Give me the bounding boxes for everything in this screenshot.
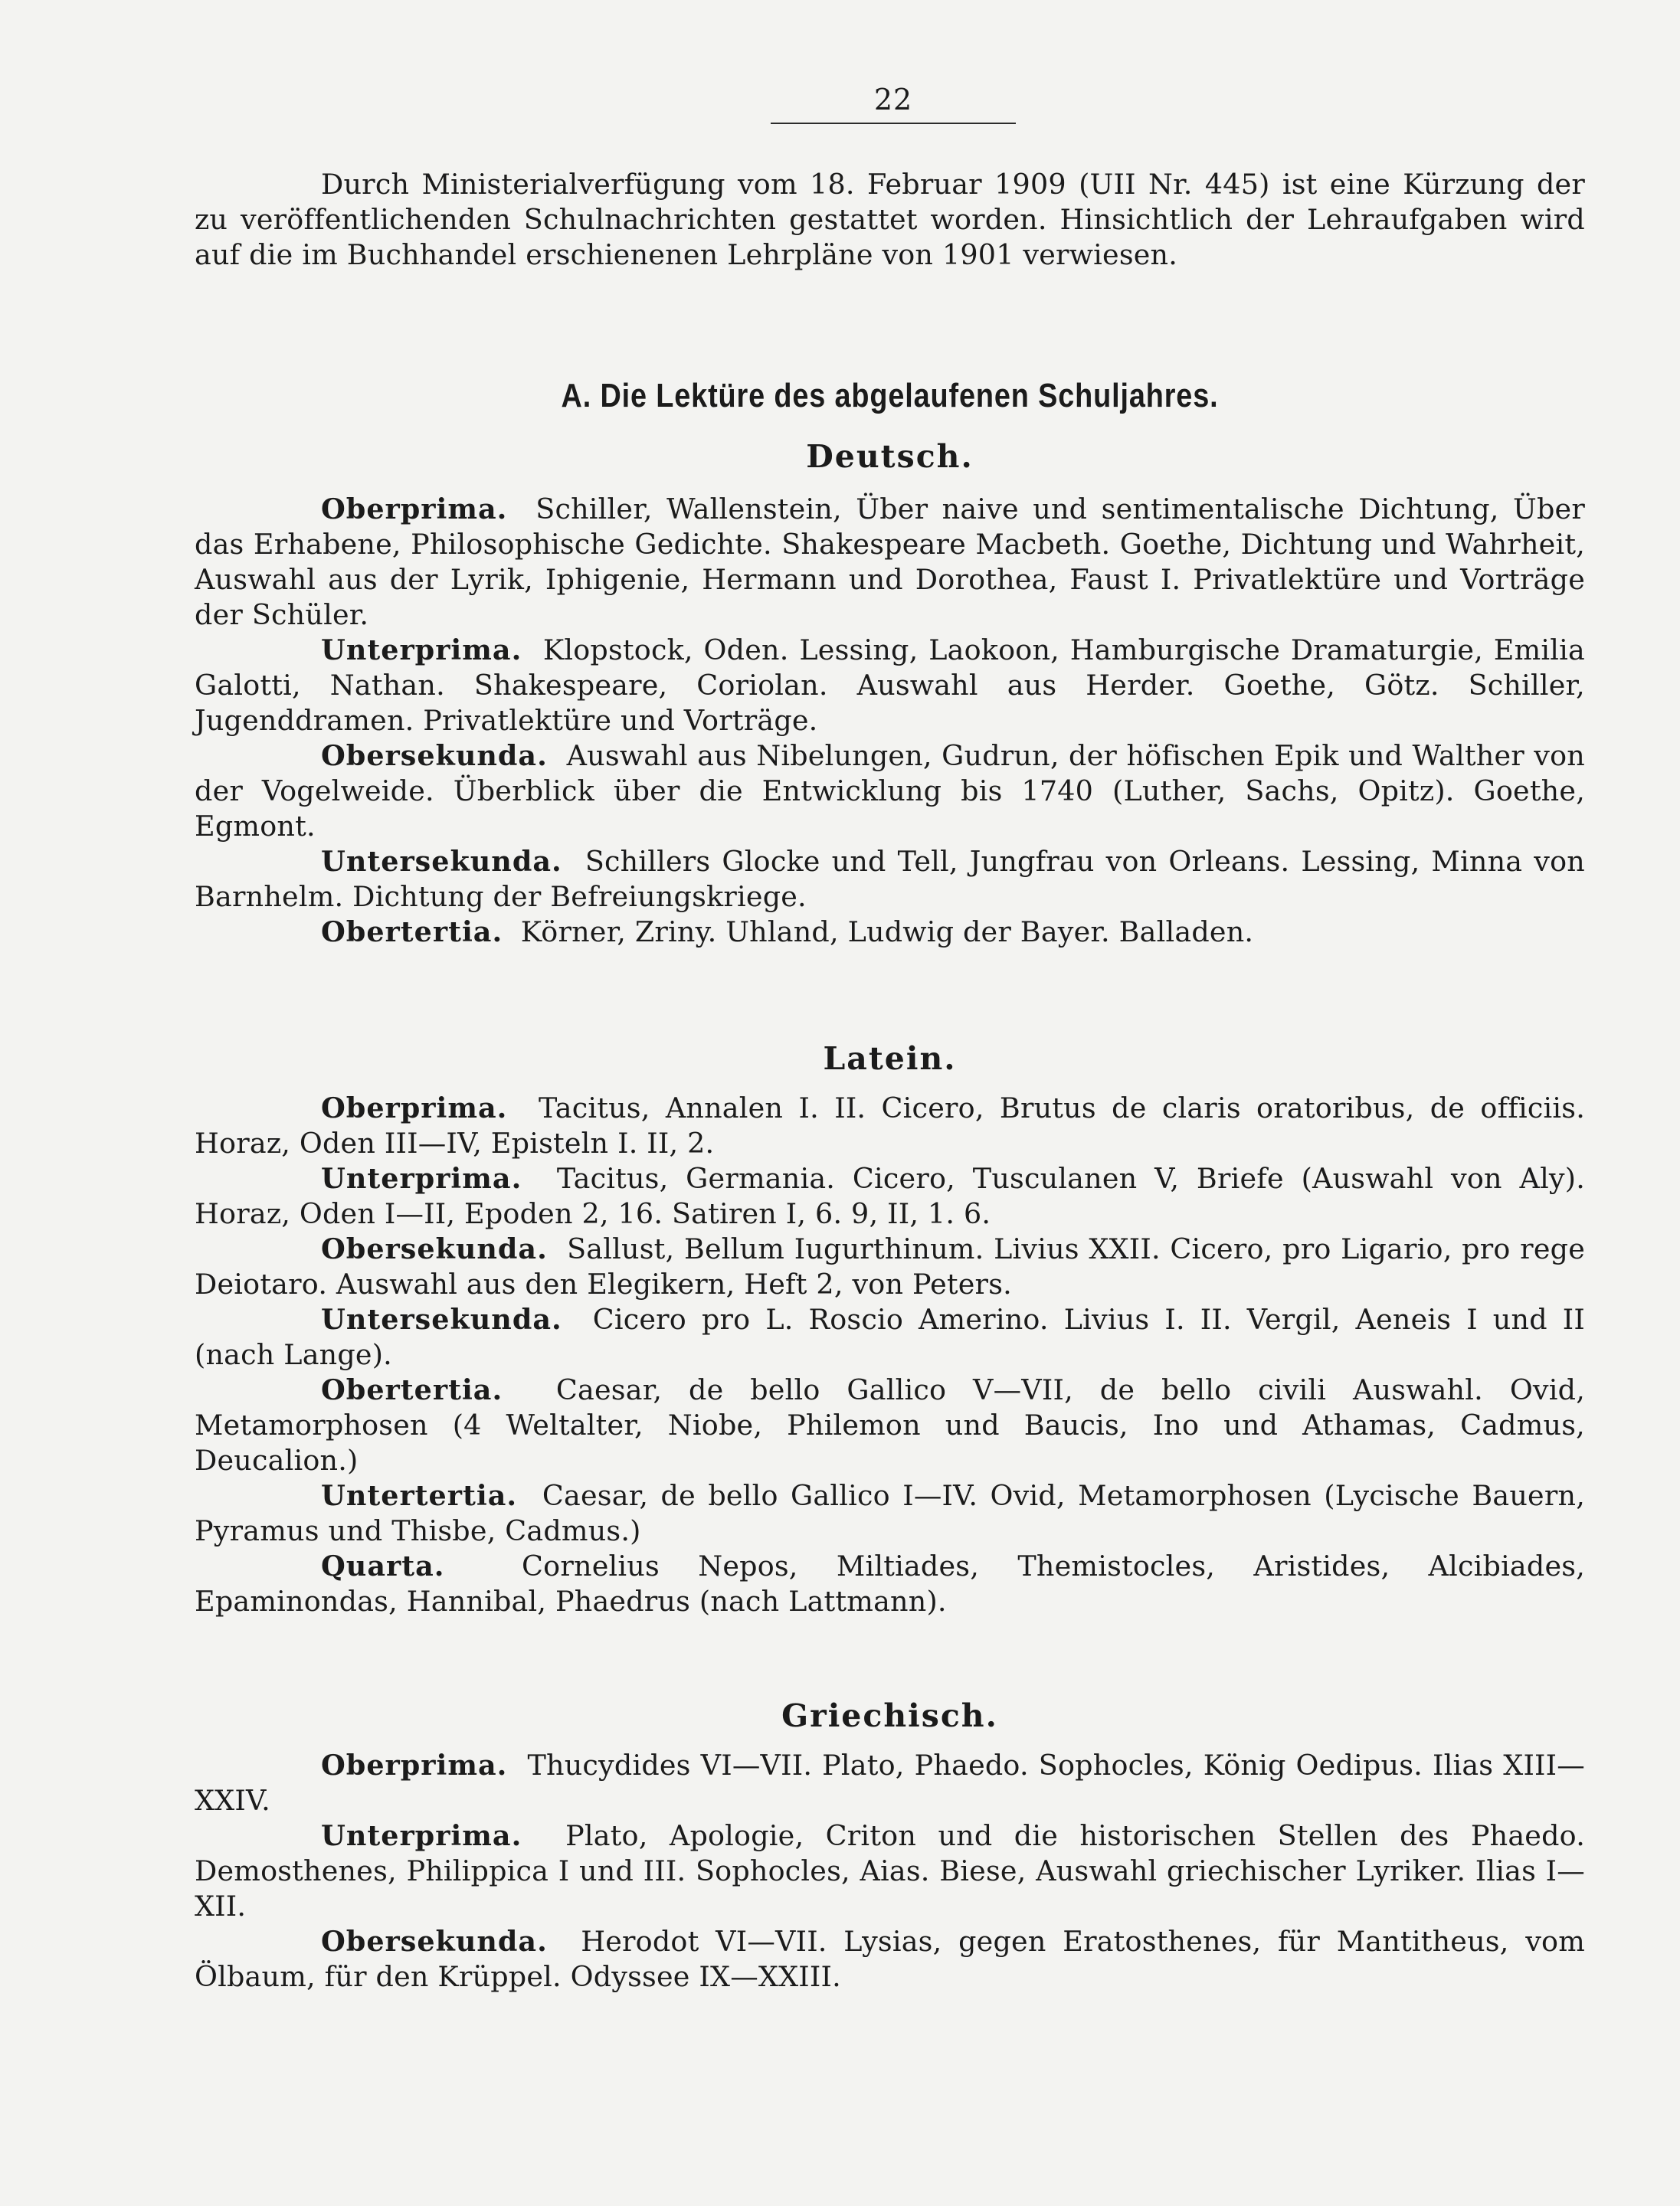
entry-deutsch-oberprima	[195, 492, 1585, 633]
entry-text: Auswahl aus Nibelungen, Gudrun, der höfischen Epik und Walther von der Vogelweide. Überblick über die Entwicklung bis 1740 (Luther, Sachs, Opitz). Goethe, Egmont.	[195, 739, 1585, 843]
intro-text: Durch Ministerialverfügung vom 18. Februar 1909 (UII Nr. 445) ist eine Kürzung der zu veröffentlichenden Schulnachrichten gestattet worden. Hinsichtlich der Lehraufgaben wird auf die im Buchhandel erschienenen Lehrpläne von 1901 verwiesen.	[195, 168, 1585, 271]
grade-label: Obertertia.	[321, 1373, 503, 1406]
latein-entries	[195, 1091, 1585, 1619]
entry-text: Körner, Zriny. Uhland, Ludwig der Bayer. Balladen.	[520, 915, 1254, 948]
deutsch-entries	[195, 492, 1585, 950]
entry-text: Tacitus, Germania. Cicero, Tusculanen V, Briefe (Auswahl von Aly). Horaz, Oden I—II, Epoden 2, 16. Satiren I, 6. 9, II, 1. 6.	[195, 1162, 1585, 1230]
entry-deutsch-untersekunda	[195, 844, 1585, 915]
entry-griechisch-oberprima	[195, 1748, 1585, 1818]
entry-latein-quarta	[195, 1549, 1585, 1619]
grade-label: Untersekunda.	[321, 1303, 562, 1336]
entry-latein-obertertia	[195, 1373, 1585, 1478]
entry-text: Schiller, Wallenstein, Über naive und sentimentalische Dichtung, Über das Erhabene, Philosophische Gedichte. Shakespeare Macbeth. Goethe, Dichtung und Wahrheit, Auswahl aus der Lyrik, Iphigenie, Hermann und Dorothea, Faust I. Privatlektüre und Vorträge der Schüler.	[195, 493, 1585, 631]
grade-label: Oberprima.	[321, 1092, 508, 1124]
grade-label: Unterprima.	[321, 1162, 522, 1195]
entry-griechisch-obersekunda	[195, 1924, 1585, 1995]
griechisch-entries	[195, 1748, 1585, 1995]
entry-deutsch-obersekunda	[195, 738, 1585, 844]
section-title: A. Die Lektüre des abgelaufenen Schuljahres.	[561, 377, 1219, 414]
entry-text: Cornelius Nepos, Miltiades, Themistocles, Aristides, Alcibiades, Epaminondas, Hannibal, Phaedrus (nach Lattmann).	[195, 1550, 1585, 1618]
entry-deutsch-unterprima	[195, 633, 1585, 738]
entry-text: Klopstock, Oden. Lessing, Laokoon, Hamburgische Dramaturgie, Emilia Galotti, Nathan. Shakespeare, Coriolan. Auswahl aus Herder. Goethe, Götz. Schiller, Jugenddramen. Privatlektüre und Vorträge.	[195, 633, 1585, 737]
entry-latein-untertertia	[195, 1478, 1585, 1549]
subject-heading-latein: Latein.	[823, 1040, 957, 1077]
grade-label: Untersekunda.	[321, 845, 562, 878]
entry-latein-obersekunda	[195, 1232, 1585, 1302]
subject-heading-griechisch: Griechisch.	[781, 1697, 998, 1734]
grade-label: Obersekunda.	[321, 739, 548, 772]
entry-latein-unterprima	[195, 1161, 1585, 1232]
grade-label: Oberprima.	[321, 493, 508, 525]
entry-deutsch-obertertia	[195, 915, 1585, 950]
grade-label: Obersekunda.	[321, 1232, 548, 1265]
entry-text: Cicero pro L. Roscio Amerino. Livius I. II. Vergil, Aeneis I und II (nach Lange).	[195, 1303, 1586, 1371]
grade-label: Obertertia.	[321, 915, 503, 948]
entry-latein-oberprima	[195, 1091, 1585, 1161]
entry-text: Herodot VI—VII. Lysias, gegen Eratosthenes, für Mantitheus, vom Ölbaum, für den Krüppel. Odyssee IX—XXIII.	[195, 1925, 1586, 1993]
grade-label: Oberprima.	[321, 1749, 508, 1782]
entry-text: Tacitus, Annalen I. II. Cicero, Brutus de claris oratoribus, de officiis. Horaz, Oden III—IV, Episteln I. II, 2.	[195, 1092, 1585, 1160]
entry-text: Sallust, Bellum Iugurthinum. Livius XXII. Cicero, pro Ligario, pro rege Deiotaro. Auswahl aus den Elegikern, Heft 2, von Peters.	[195, 1232, 1585, 1301]
entry-text: Caesar, de bello Gallico I—IV. Ovid, Metamorphosen (Lycische Bauern, Pyramus und Thisbe, Cadmus.)	[195, 1479, 1585, 1547]
page-number-rule	[771, 123, 1016, 124]
grade-label: Obersekunda.	[321, 1925, 548, 1958]
page-number: 22	[873, 83, 913, 116]
entry-text: Plato, Apologie, Criton und die historischen Stellen des Phaedo. Demosthenes, Philippica I und III. Sophocles, Aias. Biese, Auswahl griechischer Lyriker. Ilias I— XII.	[195, 1819, 1585, 1923]
grade-label: Unterprima.	[321, 1819, 522, 1852]
entry-text: Schillers Glocke und Tell, Jungfrau von Orleans. Lessing, Minna von Barnhelm. Dichtung der Befreiungskriege.	[195, 845, 1585, 913]
grade-label: Unterprima.	[321, 633, 522, 666]
entry-text: Caesar, de bello Gallico V—VII, de bello civili Auswahl. Ovid, Metamorphosen (4 Weltalter, Niobe, Philemon und Baucis, Ino und Athamas, Cadmus, Deucalion.)	[195, 1373, 1585, 1477]
grade-label: Untertertia.	[321, 1479, 518, 1512]
intro-paragraph	[195, 167, 1585, 273]
entry-text: Thucydides VI—VII. Plato, Phaedo. Sophocles, König Oedipus. Ilias XIII—XXIV.	[195, 1749, 1585, 1817]
grade-label: Quarta.	[321, 1550, 445, 1582]
entry-latein-untersekunda	[195, 1302, 1585, 1373]
subject-heading-deutsch: Deutsch.	[806, 438, 974, 475]
entry-griechisch-unterprima	[195, 1818, 1585, 1924]
